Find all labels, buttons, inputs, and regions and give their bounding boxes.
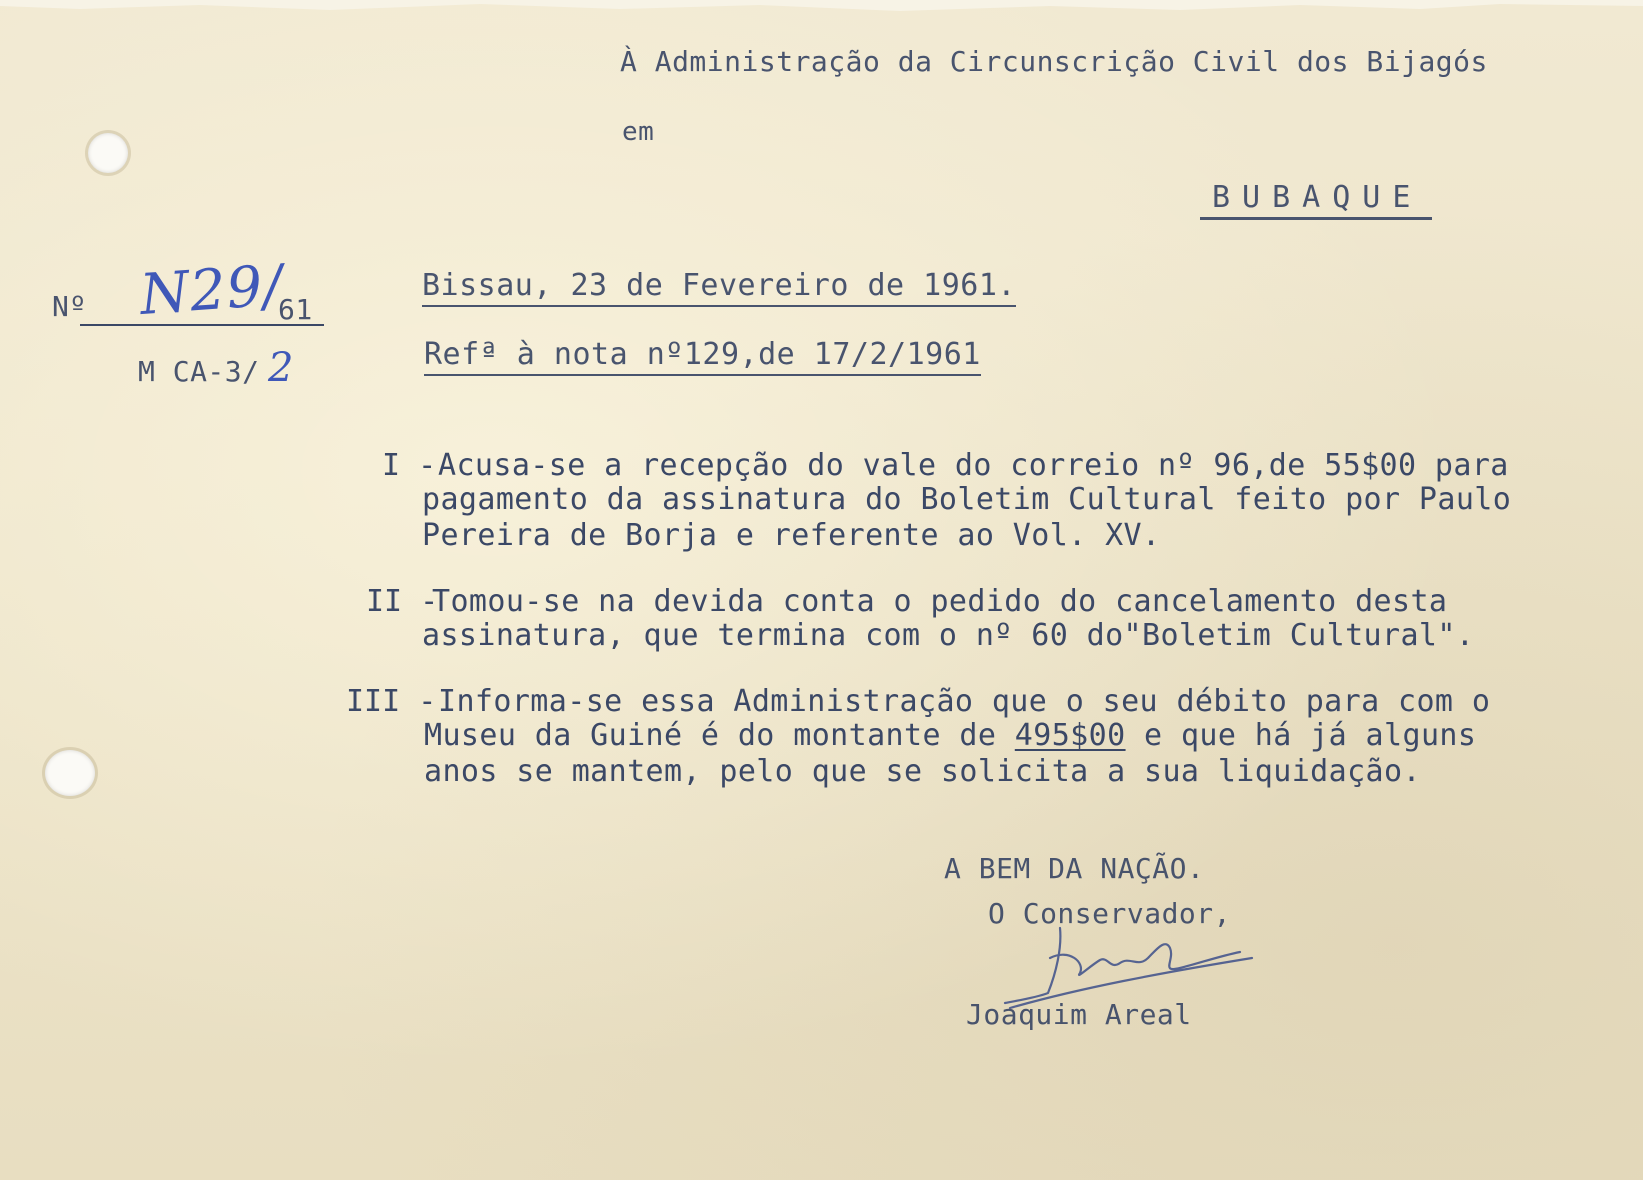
paragraph-3-numeral: III - [346,684,437,719]
paragraph-3-line-2-end: e que há já alguns [1125,718,1477,753]
file-code-handwritten: 2 [268,345,294,391]
paragraph-1-line-1: Acusa-se a recepção do vale do correio nº 96,de 55$00 para [438,448,1509,483]
reference-number-year: 61 [278,293,313,326]
paragraph-1-line-2: pagamento da assinatura do Boletim Cultural feito por Paulo [422,482,1512,517]
paragraph-3-line-2-start: Museu da Guiné é do montante de [424,718,1015,753]
paragraph-2-line-1: Tomou-se na devida conta o pedido do cancelamento desta [432,584,1448,619]
paragraph-1-line-3: Pereira de Borja e referente ao Vol. XV. [422,518,1161,553]
paragraph-3-line-3: anos se mantem, pelo que se solicita a sua liquidação. [424,754,1421,789]
torn-top-edge [0,0,1643,14]
punch-hole-bottom [45,750,95,796]
file-code-typed: M CA-3/ [138,355,260,388]
reference-number-handwritten: N29/ [137,253,286,328]
reply-reference-line: Refª à nota nº129,de 17/2/1961 [424,337,981,376]
reference-number-label: Nº [52,290,87,323]
signer-name: Joaquim Areal [966,998,1192,1031]
punch-hole-top [88,133,128,173]
paragraph-1-numeral: I - [382,448,437,483]
paragraph-3-line-2 [424,718,1476,753]
closing-salutation: A BEM DA NAÇÃO. [944,852,1205,885]
debt-amount: 495$00 [1014,718,1126,753]
paragraph-2-line-2: assinatura, que termina com o nº 60 do"Boletim Cultural". [422,618,1475,653]
recipient-preposition: em [622,117,655,147]
recipient-city: BUBAQUE [1200,180,1432,220]
signer-title: O Conservador, [988,897,1232,930]
recipient-line: À Administração da Circunscrição Civil dos Bijagós [620,45,1488,78]
paragraph-3-line-1: Informa-se essa Administração que o seu débito para com o [438,684,1491,719]
paragraph-2-numeral: II - [366,584,439,619]
place-date-line: Bissau, 23 de Fevereiro de 1961. [422,268,1016,307]
